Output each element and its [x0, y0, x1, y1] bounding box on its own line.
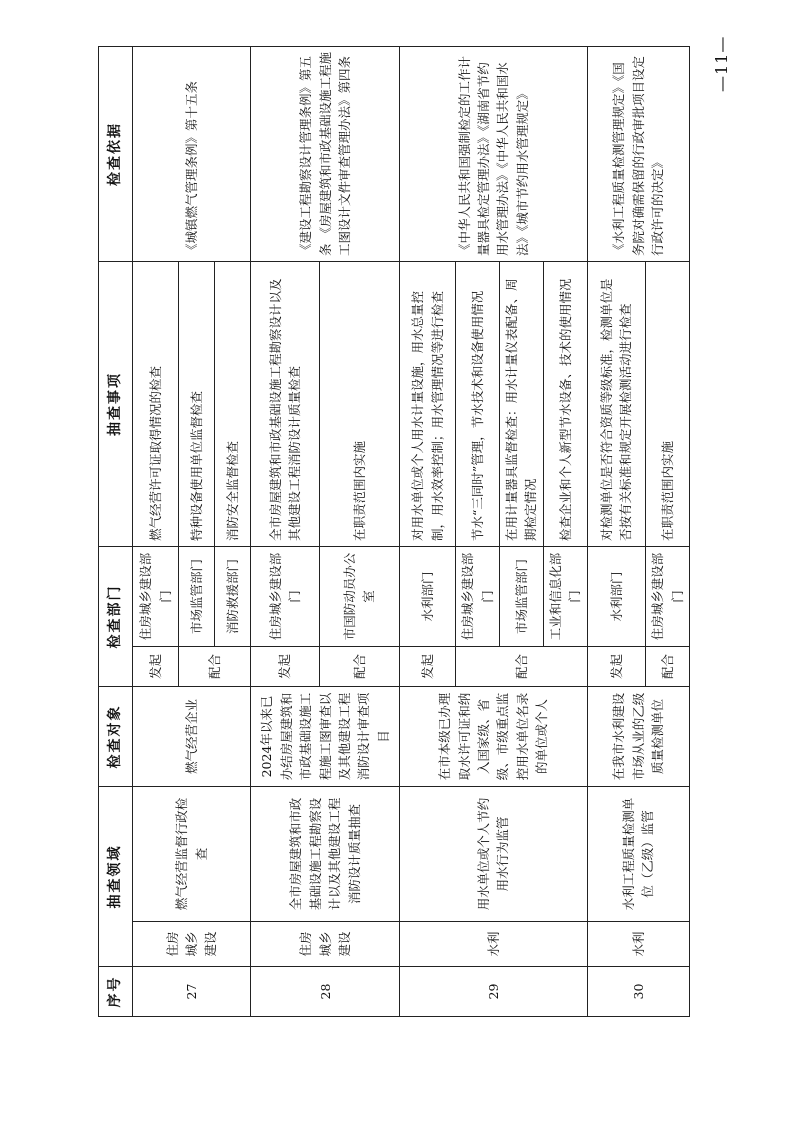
header-target: 检查对象: [99, 687, 133, 787]
header-row: [99, 47, 133, 1017]
seq-cell: 28: [251, 967, 399, 1017]
role-cell: 发起: [587, 647, 645, 687]
target-cell: 在市本级已办理取水许可证和纳入国家级、省级、市级重点监控用水单位名录的单位或个人: [399, 687, 587, 787]
target-cell: 在我市水利建设市场从业的乙级质量检测单位: [587, 687, 689, 787]
header-basis: 检查依据: [99, 47, 133, 262]
dept-cell: 消防救援部门: [215, 547, 251, 647]
item-cell: 检查企业和个人新型节水设备、技术的使用情况: [543, 262, 587, 547]
domain-cell: 水利工程质量检测单位（乙级）监管: [587, 787, 689, 922]
dept-cell: 住房城乡建设部门: [456, 547, 500, 647]
basis-cell: 《水利工程质量检测管理规定》《国务院对确需保留的行政审批项目设定行政许可的决定》: [587, 47, 689, 262]
dept-cell: 住房城乡建设部门: [646, 547, 690, 647]
field-cell: 水利: [399, 922, 587, 967]
item-cell: 全市房屋建筑和市政基础设施工程勘察设计以及其他建设工程消防设计质量检查: [251, 262, 319, 547]
table-row: [399, 47, 455, 1017]
page-number: —11—: [712, 35, 731, 92]
header-dept: 检查部门: [99, 547, 133, 687]
table-row: [587, 47, 645, 1017]
header-items: 抽查事项: [99, 262, 133, 547]
item-cell: 燃气经营许可证取得情况的检查: [133, 262, 179, 547]
dept-cell: 住房城乡建设部门: [133, 547, 179, 647]
inspection-table: [98, 46, 690, 1017]
role-cell: 配合: [456, 647, 588, 687]
item-cell: 消防安全监督检查: [215, 262, 251, 547]
domain-cell: 全市房屋建筑和市政基础设施工程勘察设计以及其他建设工程消防设计质量抽查: [251, 787, 399, 922]
role-cell: 配合: [646, 647, 690, 687]
role-cell: 发起: [251, 647, 319, 687]
field-cell: 住房城乡建设: [133, 922, 251, 967]
dept-cell: 住房城乡建设部门: [251, 547, 319, 647]
dept-cell: 市场监管部门: [179, 547, 215, 647]
item-cell: 特种设备使用单位监督检查: [179, 262, 215, 547]
role-cell: 发起: [399, 647, 455, 687]
item-cell: 在职责范围内实施: [646, 262, 690, 547]
seq-cell: 27: [133, 967, 251, 1017]
seq-cell: 29: [399, 967, 587, 1017]
role-cell: 配合: [179, 647, 251, 687]
domain-cell: 用水单位或个人节约用水行为监管: [399, 787, 587, 922]
basis-cell: 《建设工程勘察设计管理条例》第五条 《房屋建筑和市政基础设施工程施工图设计文件审查管理办法》第四条: [251, 47, 399, 262]
dept-cell: 市场监管部门: [500, 547, 544, 647]
field-cell: 水利: [587, 922, 689, 967]
dept-cell: 市国防动员办公室: [319, 547, 399, 647]
item-cell: 在职责范围内实施: [319, 262, 399, 547]
target-cell: 燃气经营企业: [133, 687, 251, 787]
header-seq: 序号: [99, 967, 133, 1017]
dept-cell: 水利部门: [587, 547, 645, 647]
table-row: [133, 47, 179, 1017]
target-cell: 2024年以来已办结房屋建筑和市政基础设施工程施工图审查以及其他建设工程消防设计审查项目: [251, 687, 399, 787]
role-cell: 发起: [133, 647, 179, 687]
field-cell: 住房城乡建设: [251, 922, 399, 967]
item-cell: 对用水单位或个人用水计量设施，用水总量控制，用水效率控制；用水管理情况等进行检查: [399, 262, 455, 547]
dept-cell: 水利部门: [399, 547, 455, 647]
basis-cell: 《中华人民共和国强制检定的工作计量器具检定管理办法》《湖南省节约用水管理办法》《中华人民共和国水法》《城市节约用水管理规定》: [399, 47, 587, 262]
item-cell: 在用计量器具监督检查：用水计量仪表配备、周期检定情况: [500, 262, 544, 547]
basis-cell: 《城镇燃气管理条例》第十五条: [133, 47, 251, 262]
role-cell: 配合: [319, 647, 399, 687]
seq-cell: 30: [587, 967, 689, 1017]
dept-cell: 工业和信息化部门: [543, 547, 587, 647]
item-cell: 节水“三同时”管理，节水技术和设备使用情况: [456, 262, 500, 547]
domain-cell: 燃气经营监督行政检查: [133, 787, 251, 922]
header-field: 抽查领域: [99, 787, 133, 967]
table-row: [251, 47, 319, 1017]
item-cell: 对检测单位是否符合资质等级标准，检测单位是否按有关标准和规定开展检测活动进行检查: [587, 262, 645, 547]
